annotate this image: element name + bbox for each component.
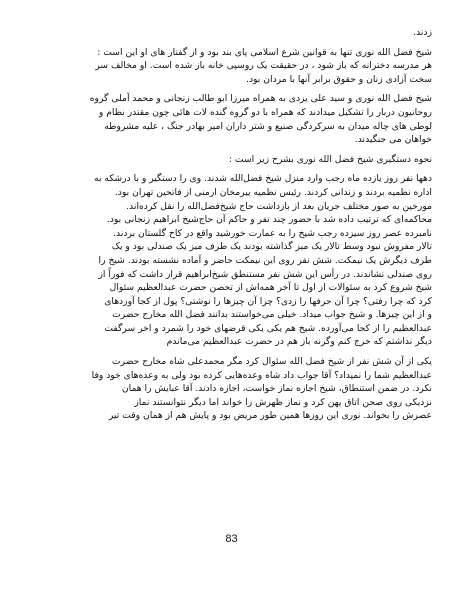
paragraph — [36, 172, 432, 349]
text-line: شیخ شروع کرد به سئوالات از اول تا آخر همه‌اش از تحصن حضرت عبدالعظیم سئوال — [109, 282, 432, 294]
text-line: طرف دیگرش یک نیمکت. شش نفر روی این نیمکت حاضر و آماده نشسته بودند. شیخ را — [98, 254, 432, 266]
text-line: نکرد. در ضمن استنطاق، شیخ اجازه نماز خواست، اجازه دادند. آقا عبایش را همان — [121, 383, 432, 395]
text-line: مورخین به صور مختلف جریان بعد از بازداشت حاج شیخ‌فضل‌الله را نقل کرده‌اند. — [126, 200, 432, 212]
text-line: عبدالعظیم شما را نمیداد؟ آقا جواب داد شاه وعده‌هایی کرده بود ولی به وعده‌های خود وفا — [91, 369, 432, 381]
paragraph — [36, 46, 432, 87]
text-line: یکی از آن شش نفر از شیخ فضل الله سئوال کرد مگر محمدعلی شاه مخارج حضرت — [111, 356, 432, 368]
text-line: هر مدرسه دخترانه که باز شود ، در حقیقت یک روسپی خانه باز شده است. او مخالف سر — [95, 60, 432, 72]
text-line: عصرش را بخواند. نوری این روزها همین طور مریض بود و پایش هم از همان وقت تیر — [108, 410, 432, 422]
text-line: خواهان می جنگیدند. — [354, 134, 432, 146]
text-line: دهها نفر روز یازده ماه رجب وارد منزل شیخ فضل‌الله شدند. وی را دستگیر و با درشکه به — [94, 173, 432, 185]
text-line: اداره نظمیه بردند و زندانی کردند. رئیس نظمیه ییرمخان ارمنی از فاتحین تهران بود. — [114, 186, 432, 198]
page-number: 83 — [225, 533, 238, 545]
text-line: روحانیون دربار را تشکیل میدادند که همراه با دو گروه گنده لات هائی چون مقتدر نظام و — [98, 106, 432, 118]
document-body — [36, 26, 432, 429]
text-line: تالار مفروش نبود وسط تالار یک میز گذاشته بودند یک طرف میز یک صندلی بود و یک — [111, 241, 432, 253]
text-line: محاکمه‌ای که ترتیب داده شد با حضور چند نفر و حاکم آن حاج‌شیخ ابراهیم زنجانی بود. — [106, 214, 432, 226]
text-line: دیگر نداشتم که خرج کنم وگرنه باز هم در حضرت عبدالعظیم می‌ماندم — [166, 336, 432, 348]
text-line: روی صندلی نشاندند. در رأس این شش نفر مستنطق شیخ‌ابراهیم قرار داشت که فوراً از — [98, 268, 432, 280]
text-line: شیخ فضل الله نوری تنها به قوانین شرع اسلامی پای بند بود و از گفتار های او این است : — [97, 46, 432, 58]
text-line: نامبرده عصر روز سیزده رجب شیخ را به عمارت خورشید واقع در کاخ گلستان بردند. — [113, 227, 432, 239]
text-line: لوطی های چاله میدان به سرکردگی صنیع و شتر داران امیر بهادر جنگ ، علیه مشروطه — [104, 120, 432, 132]
paragraph — [36, 26, 432, 40]
text-line: و از این چیزها. و شیخ جواب میداد. خیلی می‌خواستند بدانند فضل الله مخارج حضرت — [112, 309, 432, 321]
paragraph — [36, 92, 432, 146]
text-line: عبدالعظیم را از کجا می‌آورده. شیخ هم یکی یکی قرضهای خود را شمرد و اخر سرگفت — [104, 322, 432, 334]
text-line: شیخ فضل الله نوری و سید علی یزدی به همراه میرزا ابو طالب زنجانی و محمد آملی گروه — [89, 93, 432, 105]
text-line: زدند. — [413, 27, 432, 38]
paragraph — [36, 355, 432, 423]
text-line: کرد که چرا رفتی؟ چرا آن حرفها را زدی؟ چرا آن چیزها را نوشتی؟ پول از کجا آوردهای — [104, 295, 432, 307]
text-line: نزدیکی روی صحن اتاق پهن کرد و نماز ظهرش را خواند اما دیگر نتوانستند نماز — [134, 396, 432, 408]
text-line: نحوه دستگیری شیخ فضل الله نوری بشرح زیر است : — [228, 153, 432, 165]
paragraph — [36, 153, 432, 167]
text-line: سخت آزادی زنان و حقوق برابر آنها با مردان بود. — [246, 73, 432, 85]
